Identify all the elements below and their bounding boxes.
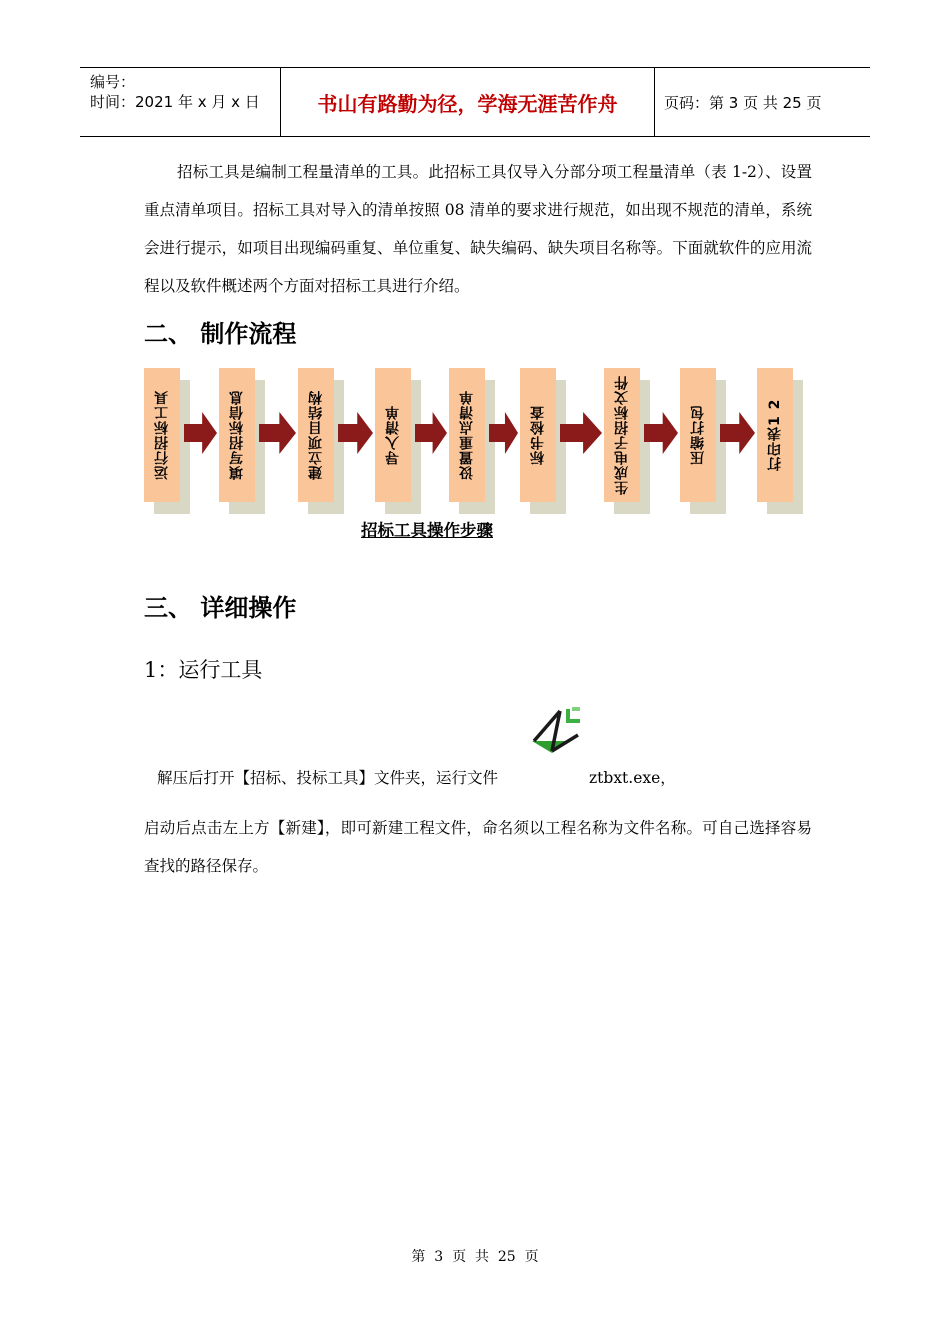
workflow-step-label: 设置重点清单 bbox=[459, 390, 475, 480]
header-time-label: 时间：2021 年 x 月 x 日 bbox=[90, 93, 260, 111]
para-exe-name: ztbxt.exe， bbox=[589, 769, 676, 787]
workflow-step bbox=[604, 368, 640, 516]
para-open-folder: 解压后打开【招标、投标工具】文件夹，运行文件 bbox=[157, 769, 499, 787]
flow-arrow-icon bbox=[338, 412, 373, 454]
header-page-info: 页码：第 3 页 共 25 页 bbox=[664, 94, 822, 112]
section-title-detail: 三、 详细操作 bbox=[144, 594, 297, 622]
workflow-step-label: 填写招标信息 bbox=[229, 390, 245, 480]
ztbxt-app-icon bbox=[530, 705, 586, 755]
flow-arrow-icon bbox=[184, 412, 217, 454]
para-new-project: 启动后点击左上方【新建】，即可新建工程文件，命名须以工程名称为文件名称。可自己选择容易查找的路径保存。 bbox=[144, 819, 812, 875]
workflow-caption: 招标工具操作步骤 bbox=[361, 521, 493, 540]
workflow-step bbox=[219, 368, 255, 516]
workflow-step bbox=[144, 368, 180, 516]
workflow-step-label: 运行招标工具 bbox=[154, 390, 170, 480]
section-title-workflow: 二、 制作流程 bbox=[144, 320, 297, 348]
header-motto: 书山有路勤为径，学海无涯苦作舟 bbox=[280, 68, 655, 136]
page-footer: 第 3 页 共 25 页 bbox=[411, 1249, 539, 1265]
workflow-step bbox=[298, 368, 334, 516]
workflow-step bbox=[680, 368, 716, 516]
header-number-label: 编号： bbox=[90, 73, 136, 91]
flow-arrow-icon bbox=[644, 412, 678, 454]
step1-title: 1：运行工具 bbox=[144, 658, 263, 682]
flow-arrow-icon bbox=[415, 412, 447, 454]
workflow-step bbox=[449, 368, 485, 516]
workflow-step-label: 打印表1 2 bbox=[767, 398, 783, 472]
flow-arrow-icon bbox=[720, 412, 755, 454]
header-meta bbox=[90, 72, 260, 112]
flow-arrow-icon bbox=[489, 412, 518, 454]
workflow-step bbox=[520, 368, 556, 516]
workflow-step-label: 压缩打包 bbox=[690, 405, 706, 465]
flow-arrow-icon bbox=[259, 412, 296, 454]
intro-paragraph: 招标工具是编制工程量清单的工具。此招标工具仅导入分部分项工程量清单（表 1-2）、设置重点清单项目。招标工具对导入的清单按照 08 清单的要求进行规范，如出现不规范的清单，系统会进行提示，如项目出现编码重复、单位重复、缺失编码、缺失项目名称等。下面就软件的应用流程以及软件概述两个方面对招标工具进行介绍。 bbox=[144, 163, 812, 295]
page-header bbox=[80, 67, 870, 137]
workflow-step bbox=[375, 368, 411, 516]
workflow-step-label: 建立项目结构 bbox=[308, 390, 324, 480]
workflow-step-label: 生成电子招标文件 bbox=[614, 375, 630, 495]
workflow-step-label: 标书检查 bbox=[530, 405, 546, 465]
workflow-diagram bbox=[144, 368, 814, 518]
flow-arrow-icon bbox=[560, 412, 602, 454]
workflow-step-label: 导入清单 bbox=[385, 405, 401, 465]
workflow-step bbox=[757, 368, 793, 516]
